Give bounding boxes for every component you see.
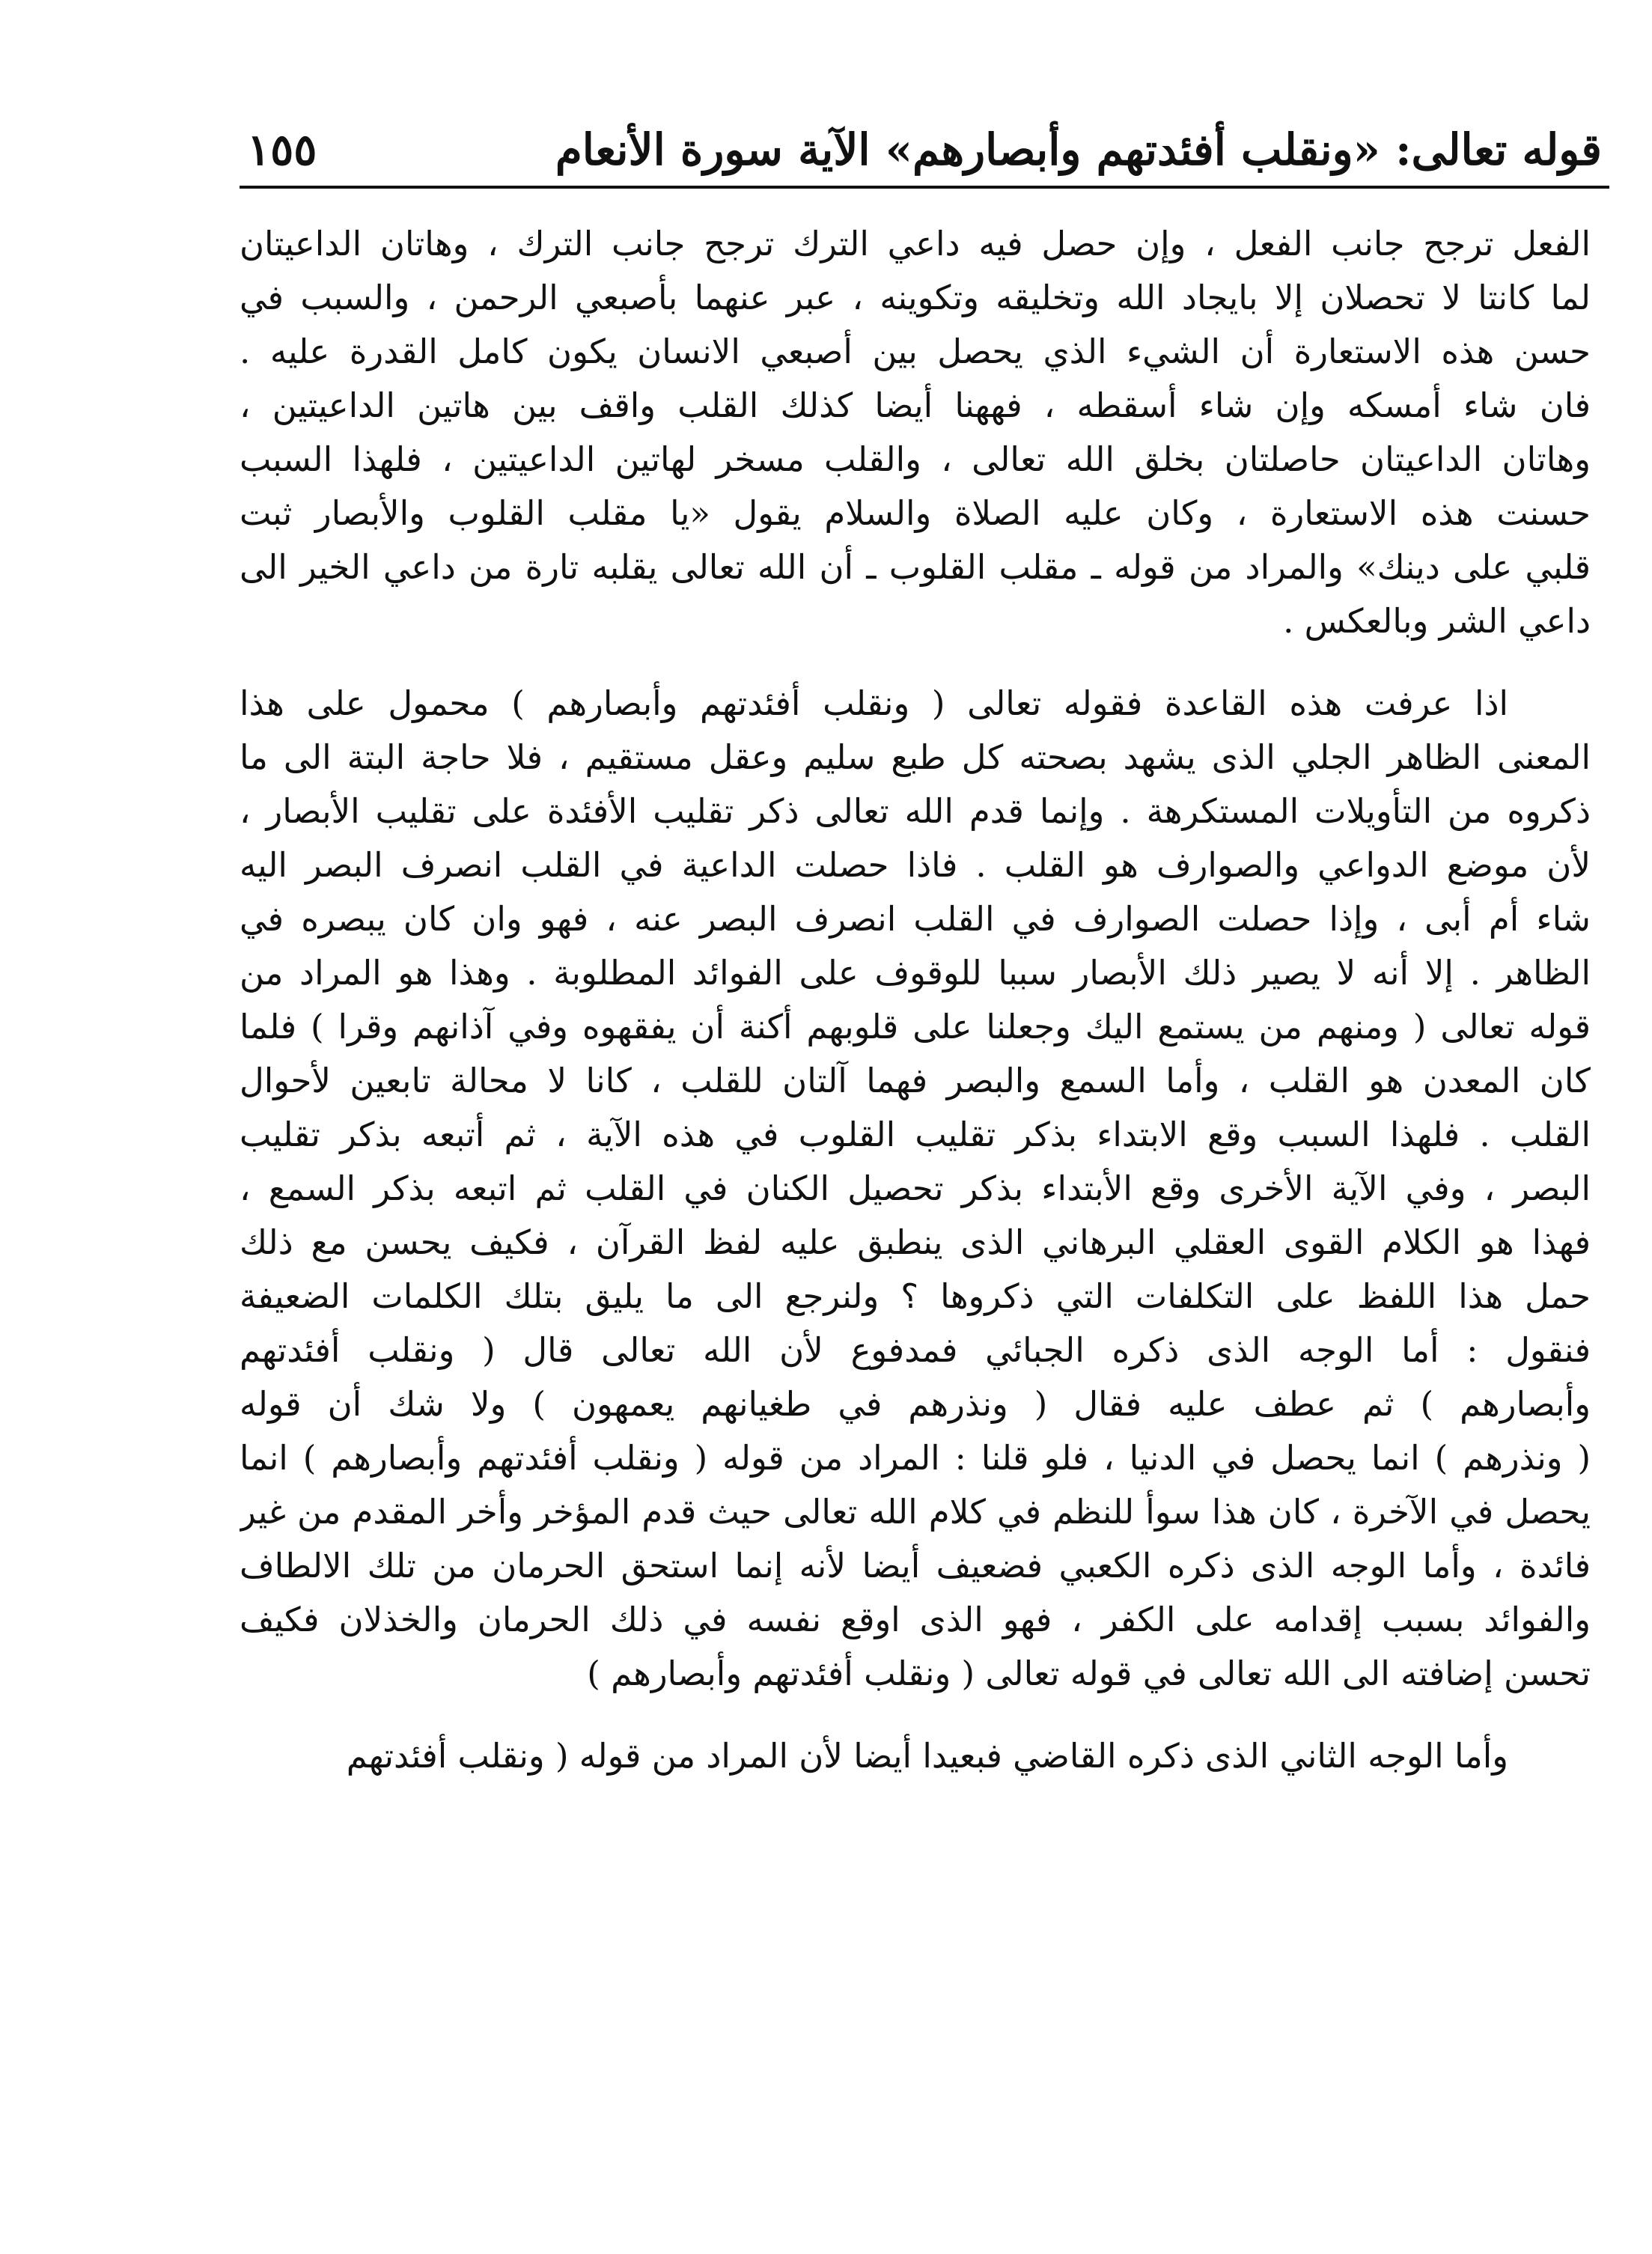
text-line: داعي الشر وبالعكس .	[1283, 601, 1591, 641]
text-line: وهاتان الداعيتان حاصلتان بخلق الله تعالى ، والقلب مسخر لهاتين الداعيتين ، فلهذا السبب	[240, 439, 1591, 479]
text-line: فنقول : أما الوجه الذى ذكره الجبائي فمدفوع لأن الله تعالى قال ( ونقلب أفئدتهم	[240, 1330, 1591, 1370]
page-number: ١٥٥	[247, 124, 317, 175]
text-line: وأبصارهم ) ثم عطف عليه فقال ( ونذرهم في طغيانهم يعمهون ) ولا شك أن قوله	[240, 1384, 1591, 1424]
text-line: المعنى الظاهر الجلي الذى يشهد بصحته كل طبع سليم وعقل مستقيم ، فلا حاجة البتة الى ما	[240, 737, 1591, 777]
running-header	[247, 112, 1602, 187]
text-line: وأما الوجه الثاني الذى ذكره القاضي فبعيدا أيضا لأن المراد من قوله ( ونقلب أفئدتهم	[346, 1736, 1508, 1776]
text-line: لما كانتا لا تحصلان إلا بايجاد الله وتخليقه وتكوينه ، عبر عنهما بأصبعي الرحمن ، والسبب في	[240, 278, 1591, 317]
text-line: حمل هذا اللفظ على التكلفات التي ذكروها ؟ ولنرجع الى ما يليق بتلك الكلمات الضعيفة	[240, 1276, 1591, 1316]
text-line: فائدة ، وأما الوجه الذى ذكره الكعبي فضعيف أيضا لأنه إنما استحق الحرمان من تلك الالطاف	[240, 1546, 1591, 1586]
text-line: اذا عرفت هذه القاعدة فقوله تعالى ( ونقلب أفئدتهم وأبصارهم ) محمول على هذا	[240, 683, 1508, 723]
paragraph-spacer	[240, 648, 1591, 677]
text-line: البصر ، وفي الآية الأخرى وقع الأبتداء بذكر تحصيل الكنان في القلب ثم اتبعه بذكر السمع ،	[240, 1169, 1591, 1208]
text-line: حسن هذه الاستعارة أن الشيء الذي يحصل بين أصبعي الانسان يكون كامل القدرة عليه .	[240, 332, 1591, 371]
text-line: فان شاء أمسكه وإن شاء أسقطه ، فههنا أيضا كذلك القلب واقف بين هاتين الداعيتين ،	[240, 386, 1591, 425]
header-divider	[240, 186, 1609, 189]
text-line: كان المعدن هو القلب ، وأما السمع والبصر فهما آلتان للقلب ، كانا لا محالة تابعين لأحوال	[240, 1061, 1591, 1100]
running-header-title: قوله تعالى: «ونقلب أفئدتهم وأبصارهم» الآية سورة الأنعام	[555, 124, 1602, 175]
text-line: القلب . فلهذا السبب وقع الابتداء بذكر تقليب القلوب في هذه الآية ، ثم أتبعه بذكر تقليب	[240, 1115, 1591, 1154]
text-line: حسنت هذه الاستعارة ، وكان عليه الصلاة والسلام يقول «يا مقلب القلوب والأبصار ثبت	[240, 493, 1591, 533]
text-line: قلبي على دينك» والمراد من قوله ـ مقلب القلوب ـ أن الله تعالى يقلبه تارة من داعي الخير الى	[240, 547, 1591, 587]
text-line: يحصل في الآخرة ، كان هذا سوأ للنظم في كلام الله تعالى حيث قدم المؤخر وأخر المقدم من غير	[240, 1492, 1591, 1532]
paragraph-spacer	[240, 1701, 1591, 1729]
text-line: الظاهر . إلا أنه لا يصير ذلك الأبصار سببا للوقوف على الفوائد المطلوبة . وهذا هو المراد من	[240, 953, 1591, 993]
text-line: والفوائد بسبب إقدامه على الكفر ، فهو الذى اوقع نفسه في ذلك الحرمان والخذلان فكيف	[240, 1600, 1591, 1639]
text-line: قوله تعالى ( ومنهم من يستمع اليك وجعلنا على قلوبهم أكنة أن يفقهوه وفي آذانهم وقرا ) فلما	[240, 1007, 1591, 1047]
text-line: لأن موضع الدواعي والصوارف هو القلب . فاذا حصلت الداعية في القلب انصرف البصر اليه	[240, 845, 1591, 885]
text-line: فهذا هو الكلام القوى العقلي البرهاني الذى ينطبق عليه لفظ القرآن ، فكيف يحسن مع ذلك	[240, 1222, 1591, 1262]
text-line: الفعل ترجح جانب الفعل ، وإن حصل فيه داعي الترك ترجح جانب الترك ، وهاتان الداعيتان	[240, 224, 1591, 264]
text-line: شاء أم أبى ، وإذا حصلت الصوارف في القلب انصرف البصر عنه ، فهو وان كان يبصره في	[240, 899, 1591, 939]
text-line: تحسن إضافته الى الله تعالى في قوله تعالى ( ونقلب أفئدتهم وأبصارهم )	[587, 1654, 1591, 1693]
body-text	[240, 217, 1591, 1783]
text-line: ( ونذرهم ) انما يحصل في الدنيا ، فلو قلنا : المراد من قوله ( ونقلب أفئدتهم وأبصارهم ) انما	[240, 1438, 1591, 1478]
text-line: ذكروه من التأويلات المستكرهة . وإنما قدم الله تعالى ذكر تقليب الأفئدة على تقليب الأبصار ،	[240, 791, 1591, 831]
